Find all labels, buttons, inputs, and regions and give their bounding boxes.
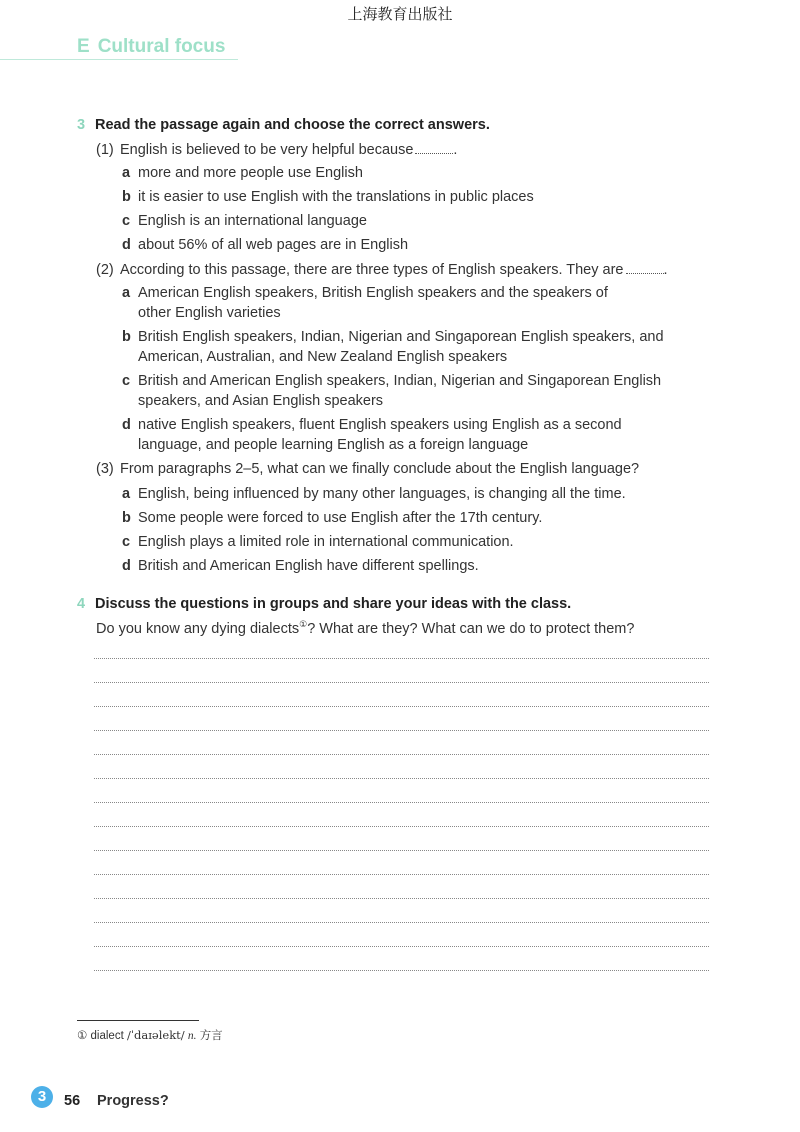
footnote-marker: ① <box>299 619 308 629</box>
option[interactable] <box>122 371 661 411</box>
option[interactable] <box>122 327 664 367</box>
question-3 <box>96 461 716 477</box>
option-text-line: speakers, and Asian English speakers <box>138 393 384 409</box>
option[interactable] <box>122 532 514 552</box>
footnote-rule <box>77 1020 199 1021</box>
option-text-line: American English speakers, British English speakers and the speakers of <box>138 285 608 301</box>
task-3-number: 3 <box>77 117 86 133</box>
writing-line[interactable] <box>94 682 709 683</box>
writing-line[interactable] <box>94 802 709 803</box>
footnote-pronunciation: /ˈdaɪəlekt/ <box>126 1028 185 1042</box>
question-end: . <box>453 142 458 158</box>
question-1 <box>96 141 716 158</box>
option[interactable] <box>122 556 479 576</box>
task-4-heading <box>77 596 571 612</box>
question-stem: English is believed to be very helpful because <box>120 142 414 158</box>
answer-blank[interactable] <box>626 261 664 274</box>
question-number: (1) <box>96 142 114 158</box>
question-end: . <box>663 262 668 278</box>
page-number: 56 <box>64 1093 81 1109</box>
question-number: (2) <box>96 262 114 278</box>
option-text: English, being influenced by many other languages, is changing all the time. <box>138 486 626 502</box>
section-title-text: Cultural focus <box>97 36 226 57</box>
option-letter: c <box>122 373 131 389</box>
writing-line[interactable] <box>94 850 709 851</box>
option-letter: d <box>122 558 131 574</box>
option-text: about 56% of all web pages are in English <box>138 237 409 253</box>
option[interactable] <box>122 484 626 504</box>
option-letter: d <box>122 237 131 253</box>
question-stem: From paragraphs 2–5, what can we finally conclude about the English language? <box>120 461 640 477</box>
option-text: more and more people use English <box>138 165 363 181</box>
question-2 <box>96 261 716 278</box>
option-text: Some people were forced to use English after the 17th century. <box>138 510 543 526</box>
writing-line[interactable] <box>94 970 709 971</box>
writing-line[interactable] <box>94 730 709 731</box>
footnote <box>77 1027 223 1043</box>
writing-line[interactable] <box>94 826 709 827</box>
option-letter: a <box>122 285 131 301</box>
prompt-text-after: ? What are they? What can we do to protect them? <box>307 620 635 637</box>
writing-line[interactable] <box>94 658 709 659</box>
option-text-line: language, and people learning English as a foreign language <box>138 437 529 453</box>
task-4-number: 4 <box>77 596 86 612</box>
footnote-mark: ① <box>77 1030 88 1042</box>
option[interactable] <box>122 508 542 528</box>
question-stem: According to this passage, there are three types of English speakers. They are <box>120 262 624 278</box>
section-title-rule <box>0 59 238 60</box>
footnote-word: dialect <box>90 1030 124 1042</box>
writing-line[interactable] <box>94 874 709 875</box>
task-3-heading <box>77 117 490 133</box>
option-text: it is easier to use English with the translations in public places <box>138 189 534 205</box>
option-text-line: American, Australian, and New Zealand English speakers <box>138 349 508 365</box>
writing-line[interactable] <box>94 922 709 923</box>
option[interactable] <box>122 283 608 323</box>
option-text-line: British English speakers, Indian, Nigerian and Singaporean English speakers, and <box>138 329 664 345</box>
option[interactable] <box>122 415 622 455</box>
writing-line[interactable] <box>94 706 709 707</box>
option[interactable] <box>122 235 408 255</box>
option-text: English is an international language <box>138 213 367 229</box>
writing-line[interactable] <box>94 754 709 755</box>
prompt-text-before: Do you know any dying dialects <box>96 620 300 637</box>
option-letter: c <box>122 213 131 229</box>
option-text: English plays a limited role in international communication. <box>138 534 514 550</box>
option-text: British and American English have different spellings. <box>138 558 479 574</box>
unit-title: Progress? <box>97 1093 169 1109</box>
option-letter: b <box>122 189 131 205</box>
option-letter: b <box>122 510 131 526</box>
option-text-line: other English varieties <box>138 305 281 321</box>
footnote-meaning: 方言 <box>199 1030 223 1042</box>
option-letter: d <box>122 417 131 433</box>
option-letter: a <box>122 486 131 502</box>
option-letter: c <box>122 534 131 550</box>
section-title <box>77 36 225 58</box>
option[interactable] <box>122 163 363 183</box>
task-4-instruction: Discuss the questions in groups and share your ideas with the class. <box>95 596 572 612</box>
task-3-instruction: Read the passage again and choose the correct answers. <box>95 117 490 133</box>
option-letter: a <box>122 165 131 181</box>
writing-line[interactable] <box>94 946 709 947</box>
option-text-line: British and American English speakers, Indian, Nigerian and Singaporean English <box>138 373 662 389</box>
option-letter: b <box>122 329 131 345</box>
answer-blank[interactable] <box>415 141 453 154</box>
option[interactable] <box>122 187 534 207</box>
discussion-prompt <box>96 619 634 637</box>
publisher-name: 上海教育出版社 <box>347 5 453 23</box>
option-text-line: native English speakers, fluent English speakers using English as a second <box>138 417 622 433</box>
footnote-part-of-speech: n. <box>187 1030 197 1042</box>
writing-line[interactable] <box>94 898 709 899</box>
unit-number-badge: 3 <box>31 1086 53 1108</box>
section-letter: E <box>77 36 90 57</box>
writing-line[interactable] <box>94 778 709 779</box>
option[interactable] <box>122 211 367 231</box>
question-number: (3) <box>96 461 114 477</box>
